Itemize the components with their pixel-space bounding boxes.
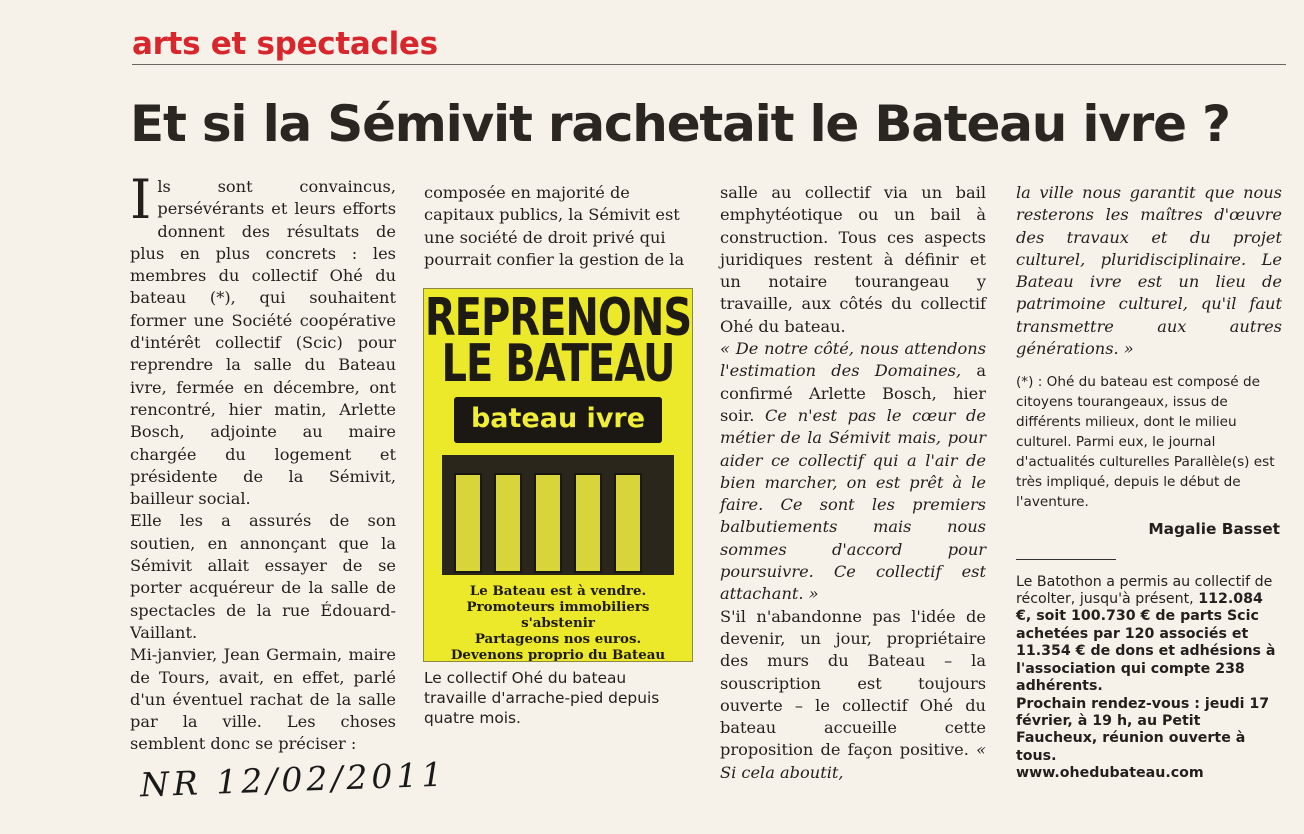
venue-sign-text: bateau ivre [470,403,646,434]
paragraph: Elle les a assurés de son soutien, en annonçant que la Sémivit allait essayer de se porter acquéreur de la salle de spectacles de la rue Édouard-Vaillant. [130,511,396,642]
facade-window [534,473,562,573]
info-box [1016,574,1282,783]
paragraph: composée en majorité de capitaux publics, la Sémivit est une société de droit privé qui pourrait confier la gestion de la [424,183,685,269]
footnote: (*) : Ohé du bateau est composé de citoyens tourangeaux, issus de différents milieux, dont le milieu culturel. Parmi eux, le journal d'actualités culturelles Parallèle(s) est très impliqué, depuis le début de l'aventure. [1016,374,1275,511]
article-headline: Et si la Sémivit rachetait le Bateau ivre ? [130,95,1230,153]
box-rule [1016,559,1116,560]
info-text: Le Batothon a permis au collectif de récolter, jusqu'à présent, [1016,573,1273,608]
article-column-1 [130,168,396,756]
handwritten-date: NR 12/02/2011 [139,754,448,805]
quote-text: « Si cela aboutit, [720,740,986,782]
paragraph: ls sont convaincus, persévérants et leurs efforts donnent des résultats de plus en plus concrets : les membres du collectif Ohé du bateau (*), qui souhaitent former une Société coopérative d'intérêt collectif (Scic) pour reprendre la salle du Bateau ivre, fermée en décembre, ont rencontré, hier matin, Arlette Bosch, adjointe au maire chargée du logement et présidente de la Sémivit, bailleur social. [130,177,396,509]
photo-banner-line-1: REPRENONS [424,288,692,348]
author-byline: Magalie Basset [1148,520,1280,539]
venue-sign [454,397,662,443]
quote-text: Ce n'est pas le cœur de métier de la Sémivit mais, pour aider ce collectif qui a l'air de bien marcher, on est prêt à le faire. Ce sont les premiers balbutiements mais nous sommes d'accord pour poursuivre. Ce collectif est attachant. » [720,405,986,604]
paragraph [720,338,986,606]
body-text: S'il n'abandonne pas l'idée de devenir, un jour, propriétaire des murs du Bateau – la souscription est toujours ouverte – le collectif Ohé du bateau accueille cette proposition de façon positive. [720,606,986,760]
poster-line: Promoteurs immobiliers s'abstenir [466,599,650,631]
poster-line: Devenons proprio du Bateau [450,647,666,662]
facade-window [574,473,602,573]
paragraph [720,606,986,784]
website-link: www.ohedubateau.com [1016,765,1204,782]
article-column-2 [424,182,692,271]
section-heading: arts et spectacles [132,26,444,62]
poster-line: Partageons nos euros. [474,631,642,647]
bleed-through-left [140,0,390,22]
photo-poster-text [434,583,682,662]
article-photo [423,288,693,662]
quote-paragraph [1016,182,1282,360]
photo-caption: Le collectif Ohé du bateau travaille d'arrache-pied depuis quatre mois. [424,669,660,727]
facade-window [454,473,482,573]
paragraph: Mi-janvier, Jean Germain, maire de Tours, avait, en effet, parlé d'un éventuel rachat de la salle par la ville. Les choses semblent donc se préciser : [130,645,396,754]
quote-text: la ville nous garantit que nous resterons les maîtres d'œuvre des travaux et du projet culturel, pluridisciplinaire. Le Bateau ivre est un lieu de patrimoine culturel, qu'il faut transmettre aux autres générations. » [1016,183,1282,359]
info-text-bold: 112.084 €, soit 100.730 € de parts Scic achetées par 120 associés et 11.354 € de dons et adhésions à l'association qui compte 238 adhérents. [1016,591,1276,695]
article-column-4 [1016,182,1282,783]
next-meeting: Prochain rendez-vous : jeudi 17 février, à 19 h, au Petit Faucheux, réunion ouverte à tous. [1016,695,1270,764]
article-column-3 [720,182,986,784]
drop-cap: I [130,168,152,231]
facade-window [494,473,522,573]
building-facade [442,455,674,575]
facade-window [614,473,642,573]
paragraph: salle au collectif via un bail emphytéotique ou un bail à construction. Tous ces aspects juridiques restent à définir et un notaire tourangeau y travaille, aux côtés du collectif Ohé du bateau. [720,183,986,336]
section-rule [132,64,1286,65]
poster-line: Le Bateau est à vendre. [469,583,647,599]
quote-text: « De notre côté, nous attendons l'estimation des Domaines, [720,339,986,381]
photo-banner-line-2: LE BATEAU [441,334,675,394]
attribution-text: a confirmé Arlette Bosch, hier soir. [720,361,987,425]
